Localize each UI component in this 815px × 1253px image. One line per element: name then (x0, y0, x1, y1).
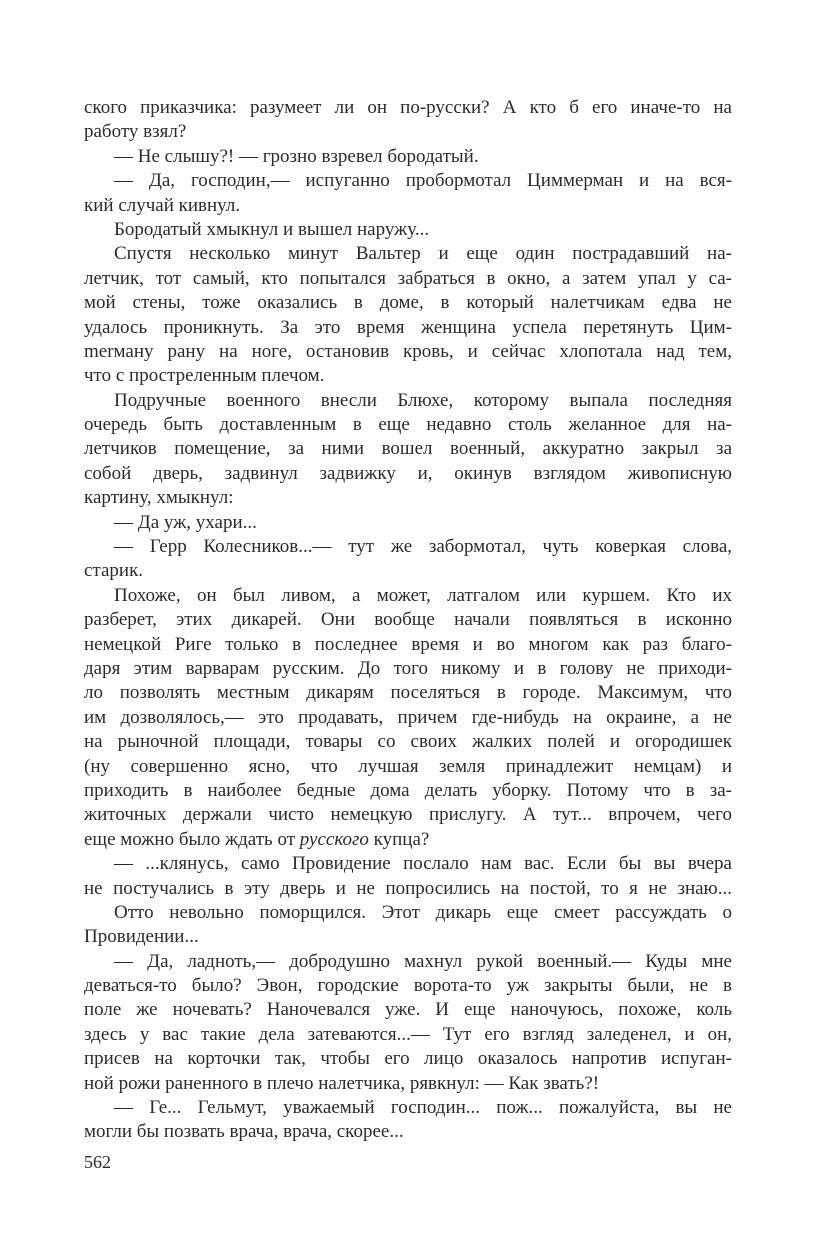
text-line: житочных держали чисто немецкую прислугу. А тут... впрочем, чего (84, 804, 732, 826)
text-line: немецкой Риге только в последнее время и во многом как раз благо- (84, 633, 732, 655)
text-line: Провидении... (84, 926, 199, 948)
text-line: деваться-то было? Эвон, городские ворота-то уж закрыты были, не в (84, 975, 732, 997)
text-line: — ...клянусь, само Провидение послало нам вас. Если бы вы вчера (114, 853, 732, 875)
text-line: очередь быть доставленным в еще недавно столь желанное для на- (84, 414, 732, 436)
text-line: не постучались в эту дверь и не попросились на постой, то я не знаю... (84, 877, 732, 899)
text-line: Похоже, он был ливом, а может, латгалом или куршем. Кто их (114, 584, 732, 606)
text-line: Подручные военного внесли Блюхе, которому выпала последняя (114, 389, 732, 411)
text-line: собой дверь, задвинул задвижку и, окинув взглядом живописную (84, 462, 732, 484)
text-line: удалось проникнуть. За это время женщина успела перетянуть Цим- (84, 316, 732, 338)
text-line: — Герр Колесников...— тут же забормотал, чуть коверкая слова, (114, 536, 732, 558)
text-line: могли бы позвать врача, врача, скорее... (84, 1121, 404, 1143)
text-line (84, 828, 732, 852)
text-line: разберет, этих дикарей. Они вообще начали появляться в исконно (84, 609, 732, 631)
italic-word: русского (299, 828, 369, 850)
text-line: старик. (84, 560, 144, 582)
text-line: даря этим варварам русским. До того никому и в голову не приходи- (84, 657, 732, 679)
text-line: Отто невольно поморщился. Этот дикарь еще смеет рассуждать о (114, 901, 732, 923)
text-line: кий случай кивнул. (84, 194, 241, 216)
text-line: ского приказчика: разумеет ли он по-русски? А кто б его иначе-то на (84, 97, 732, 118)
text-line: им дозволялось,— это продавать, причем где-нибудь на окраине, а не (84, 706, 732, 728)
text-line: что с простреленным плечом. (84, 365, 325, 387)
text-line: работу взял? (84, 121, 187, 143)
text-line: картину, хмыкнул: (84, 487, 234, 509)
text-line: — Да, ладноть,— добродушно махнул рукой военный.— Куды мне (114, 950, 732, 972)
text-line: ной рожи раненного в плечо налетчика, рявкнул: — Как звать?! (84, 1072, 600, 1094)
text-line: — Не слышу?! — грозно взревел бородатый. (114, 145, 479, 167)
text-line: здесь у вас такие дела затеваются...— Тут его взгляд заледенел, и он, (84, 1023, 732, 1045)
text-line: — Да уж, ухари... (114, 511, 257, 533)
text-line: Бородатый хмыкнул и вышел наружу... (114, 218, 430, 240)
page-number: 562 (84, 1152, 111, 1172)
body-text (84, 96, 732, 1145)
text-line: (ну совершенно ясно, что лучшая земля принадлежит немцам) и (84, 755, 732, 777)
text-line: летчик, тот самый, кто попытался забраться в окно, а затем упал у са- (84, 267, 732, 289)
text-line: летчиков помещение, за ними вошел военный, аккуратно закрыл за (84, 438, 732, 460)
text-line: приходить в наиболее бедные дома делать уборку. Потому что в за- (84, 779, 732, 801)
text-line: мой стены, тоже оказались в доме, в который налетчикам едва не (84, 292, 732, 314)
text-segment: купца? (368, 828, 430, 850)
text-line: присев на корточки так, чтобы его лицо оказалось напротив испуган- (84, 1048, 732, 1070)
text-line: ло позволять местным дикарям поселяться в городе. Максимум, что (84, 682, 732, 704)
text-line: поле же ночевать? Наночевался уже. И еще наночуюсь, похоже, коль (84, 999, 732, 1021)
text-line: — Ге... Гельмут, уважаемый господин... пож... пожалуйста, вы не (114, 1097, 732, 1119)
text-line: Спустя несколько минут Вальтер и еще один пострадавший на- (114, 243, 732, 265)
text-line: на рыночной площади, товары со своих жалких полей и огородишек (84, 731, 732, 753)
text-segment: еще можно было ждать от (84, 828, 300, 850)
text-line: — Да, господин,— испуганно пробормотал Циммерман и на вся- (114, 170, 732, 192)
text-line: merману рану на ноге, остановив кровь, и сейчас хлопотала над тем, (84, 340, 732, 362)
